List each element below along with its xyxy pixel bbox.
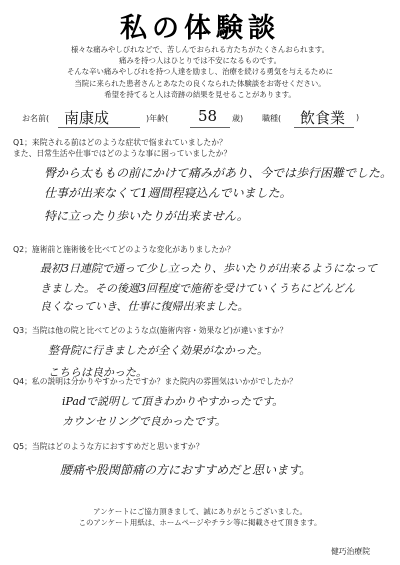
intro-line: 痛みを持つ人はひとりでは不安になるものです。 (118, 56, 281, 66)
answer-line: 最初3日連院で通って少し立ったり、歩いたりが出来るようになって (40, 262, 377, 275)
job-suffix: ) (356, 113, 360, 122)
page-title: 私の体験談 (120, 13, 280, 44)
question-1 (13, 137, 231, 159)
name-underline (58, 127, 140, 128)
question-line: また、日常生活や仕事ではどのような事に困っていましたか？ (13, 149, 232, 158)
answer-line: 臀から太ももの前にかけて痛みがあり、今では歩行困難でした。 (44, 166, 393, 180)
question-line: Q4；私の説明は分かりやすかったですか？また院内の雰囲気はいかがでしたか？ (13, 377, 297, 386)
clinic-name: 健巧治療院 (331, 547, 370, 556)
answer-line: 仕事が出来なくて1週間程寝込んでいました。 (44, 186, 292, 200)
answer-line: 良くなっていき、仕事に復帰出来ました。 (40, 300, 249, 313)
name-label: お名前( (22, 114, 50, 123)
question-4 (13, 376, 297, 387)
answer-line: こちらは良かった。 (48, 366, 147, 379)
intro-line: 希望を持てると人は奇跡の結果を見せることがあります。 (104, 89, 296, 99)
question-2 (13, 244, 235, 255)
age-label: )年齢( (146, 114, 169, 123)
intro-text (20, 44, 380, 100)
job-label: 職種( (262, 114, 282, 123)
question-5 (13, 441, 204, 452)
name-value: 南康成 (64, 109, 110, 127)
job-value: 飲食業 (300, 109, 346, 127)
footer-line: このアンケート用紙は、ホームページやチラシ等に掲載させて頂きます。 (78, 518, 322, 527)
intro-line: 様々な痛みやしびれなどで、苦しんでおられる方たちがたくさんおられます。 (71, 45, 329, 54)
job-underline (294, 127, 354, 128)
footer-line: アンケートにご協力頂きまして、誠にありがとうございました。 (93, 507, 307, 516)
respondent-info (0, 107, 400, 131)
age-suffix: 歳) (232, 114, 244, 123)
question-line: Q5；当院はどのような方におすすめだと思いますか？ (13, 442, 204, 451)
age-value: 58 (198, 107, 218, 125)
question-line: Q3；当院は他の院と比べてどのような点(施術内容・効果など)が違いますか？ (13, 326, 288, 335)
intro-line: 当院に来られた患者さんとあなたの良くなられた体験談をお寄せください。 (74, 78, 326, 88)
footer-text (0, 506, 400, 528)
answer-line: iPadで説明して頂きわかりやすかったです。 (62, 395, 284, 408)
answer-line: きました。その後週3回程度で施術を受けていくうちにどんどん (40, 282, 355, 295)
question-3 (13, 325, 287, 336)
answer-line: 整骨院に行きましたが全く効果がなかった。 (48, 344, 268, 357)
answer-line: 特に立ったり歩いたりが出来ません。 (44, 209, 249, 223)
intro-line: そんな辛い痛みやしびれを持つ人達を励まし、治療を続ける勇気を与えるために (66, 67, 334, 77)
question-line: Q2；施術前と施術後を比べてどのような変化がありましたか？ (13, 245, 235, 254)
age-underline (190, 127, 230, 128)
question-line: Q1；来院される前はどのような症状で悩まれていましたか？ (13, 138, 227, 147)
answer-line: 腰痛や股関節痛の方におすすめだと思います。 (60, 463, 312, 477)
answer-line: カウンセリングで良かったです。 (62, 415, 226, 428)
